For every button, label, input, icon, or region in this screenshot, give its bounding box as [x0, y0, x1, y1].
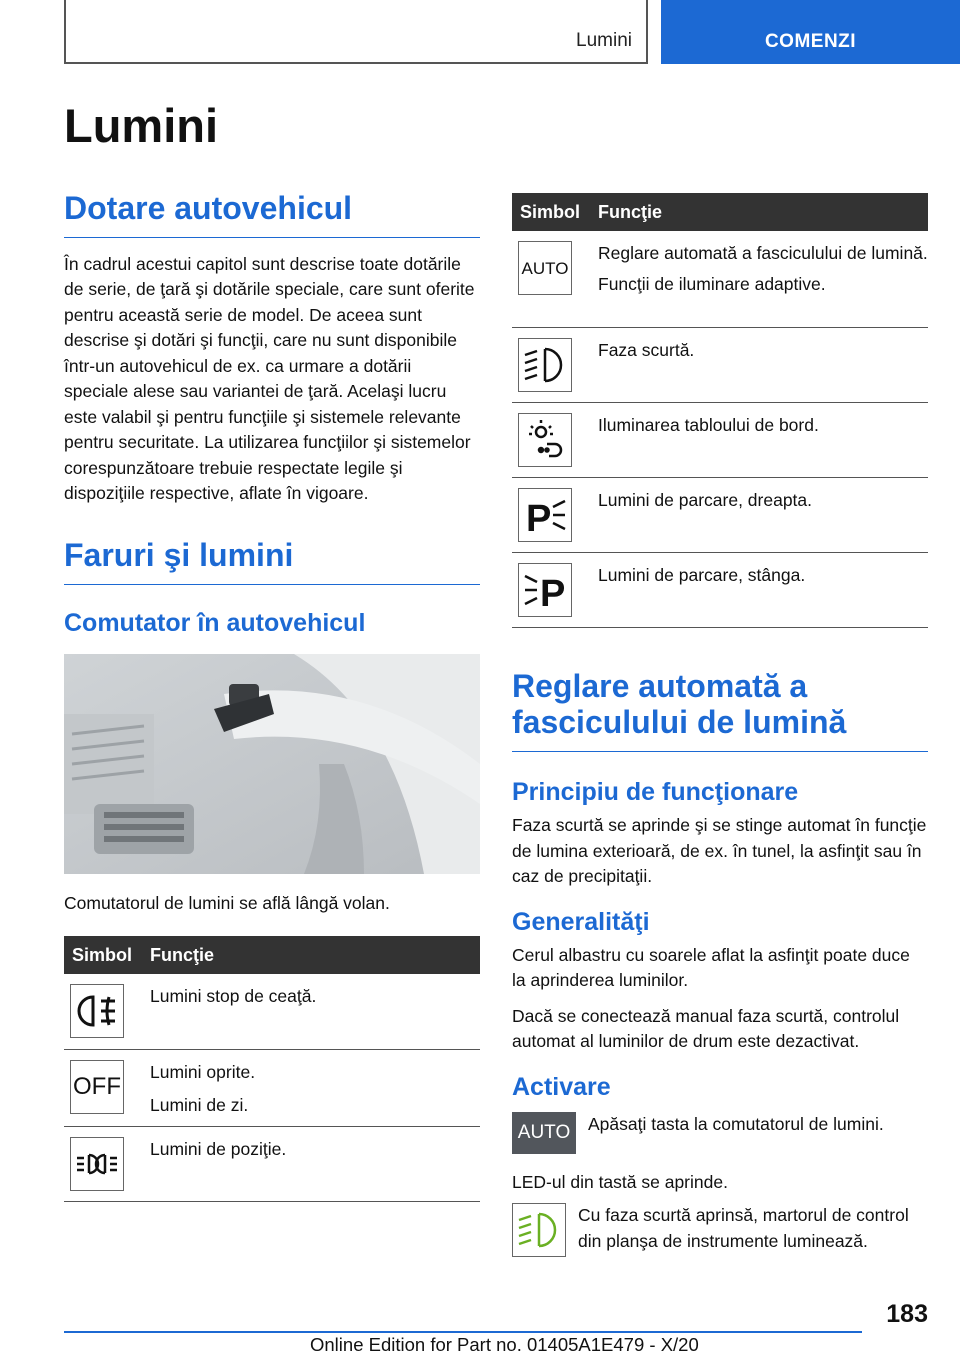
paragraph-principiu: Faza scurtă se aprinde şi se stinge automat în funcţie de lumina exterioară, de ex. în tunel, la asfinţit sau în caz de precipitaţii.	[512, 815, 927, 887]
header-section-title: Lumini	[576, 30, 632, 51]
heading-comutator: Comutator în autovehicul	[64, 608, 366, 637]
table-row	[64, 1049, 480, 1126]
off-icon: OFF	[70, 1060, 124, 1114]
table-row	[64, 1126, 480, 1201]
fog-light-icon	[70, 984, 124, 1038]
footer-edition: Online Edition for Part no. 01405A1E479 - X/20	[310, 1334, 699, 1355]
paragraph-activare-3: Cu faza scurtă aprinsă, martorul de control din planşa de instrumente luminează.	[578, 1205, 909, 1251]
paragraph-activare-2: LED-ul din tastă se aprinde.	[512, 1171, 728, 1192]
auto-button-icon: AUTO	[512, 1112, 576, 1154]
low-beam-icon	[518, 338, 572, 392]
table-header-simbol: Simbol	[512, 193, 598, 231]
function-text: Funcţii de iluminare adaptive.	[598, 274, 826, 294]
heading-faruri: Faruri şi lumini	[64, 537, 480, 585]
table-row	[512, 231, 928, 327]
table-row	[64, 974, 480, 1049]
function-text: Lumini stop de ceaţă.	[150, 986, 317, 1007]
left-column	[64, 190, 480, 1202]
table-row	[512, 552, 928, 627]
photo-caption: Comutatorul de lumini se află lângă volan.	[64, 892, 390, 913]
function-text: Faza scurtă.	[598, 339, 695, 360]
heading-generalitati: Generalităţi	[512, 907, 650, 936]
function-text: Reglare automată a fasciculului de lumină.	[598, 243, 928, 263]
heading-reglare: Reglare automată a fasciculului de lumină	[512, 668, 928, 753]
svg-text:P: P	[540, 572, 566, 612]
right-column	[512, 193, 928, 1257]
function-text: Lumini de parcare, dreapta.	[598, 489, 813, 510]
function-text: Lumini de poziţie.	[150, 1138, 287, 1159]
auto-icon: AUTO	[518, 241, 572, 295]
position-light-icon	[70, 1137, 124, 1191]
function-text: Iluminarea tabloului de bord.	[598, 414, 819, 435]
instrument-lighting-icon	[518, 413, 572, 467]
page-title: Lumini	[64, 99, 219, 152]
heading-activare: Activare	[512, 1072, 611, 1101]
header-box	[64, 0, 648, 64]
parking-left-icon	[518, 563, 572, 617]
paragraph-generalitati-2: Dacă se conectează manual faza scurtă, controlul automat al luminilor de drum este dezactivat.	[512, 1005, 900, 1052]
function-text: Lumini de parcare, stânga.	[598, 564, 806, 585]
footer-divider	[64, 1331, 862, 1333]
symbol-table-right	[512, 193, 928, 628]
paragraph-activare-1: Apăsaţi tasta la comutatorul de lumini.	[588, 1113, 884, 1134]
table-header-functie: Funcţie	[150, 936, 480, 974]
table-row	[512, 327, 928, 402]
function-text: Lumini de zi.	[150, 1094, 249, 1115]
table-row	[512, 402, 928, 477]
function-text: Lumini oprite.	[150, 1061, 256, 1082]
table-row	[512, 477, 928, 552]
svg-text:P: P	[526, 497, 552, 537]
paragraph-generalitati-1: Cerul albastru cu soarele aflat la asfinţit poate duce la aprinderea luminilor.	[512, 944, 910, 991]
heading-principiu: Principiu de funcţionare	[512, 778, 799, 807]
paragraph-dotare: În cadrul acestui capitol sunt descrise toate dotările de serie, de ţară şi dotările speciale, care sunt oferite pentru această serie de model. De aceea sunt descrise şi dotări şi funcţii, care nu sunt disponibile într-un autovehicul de ex. ca urmare a dotării speciale alese sau variantei de ţară. Acelaşi lucru este valabil şi pentru funcţiile şi sistemele relevante pentru securitate. La utilizarea funcţiilor şi sistemelor corespunzătoare trebuie respectate legile şi dispoziţiile respective, aflate în vigoare.	[64, 253, 475, 504]
header-tab-comenzi[interactable]: COMENZI	[661, 0, 960, 64]
heading-dotare: Dotare autovehicul	[64, 190, 480, 238]
table-header-simbol: Simbol	[64, 936, 150, 974]
table-header-functie: Funcţie	[598, 193, 928, 231]
light-switch-photo	[64, 654, 480, 874]
symbol-table-left	[64, 936, 480, 1202]
parking-right-icon	[518, 488, 572, 542]
page-number: 183	[886, 1300, 928, 1328]
low-beam-indicator-icon	[512, 1203, 566, 1257]
